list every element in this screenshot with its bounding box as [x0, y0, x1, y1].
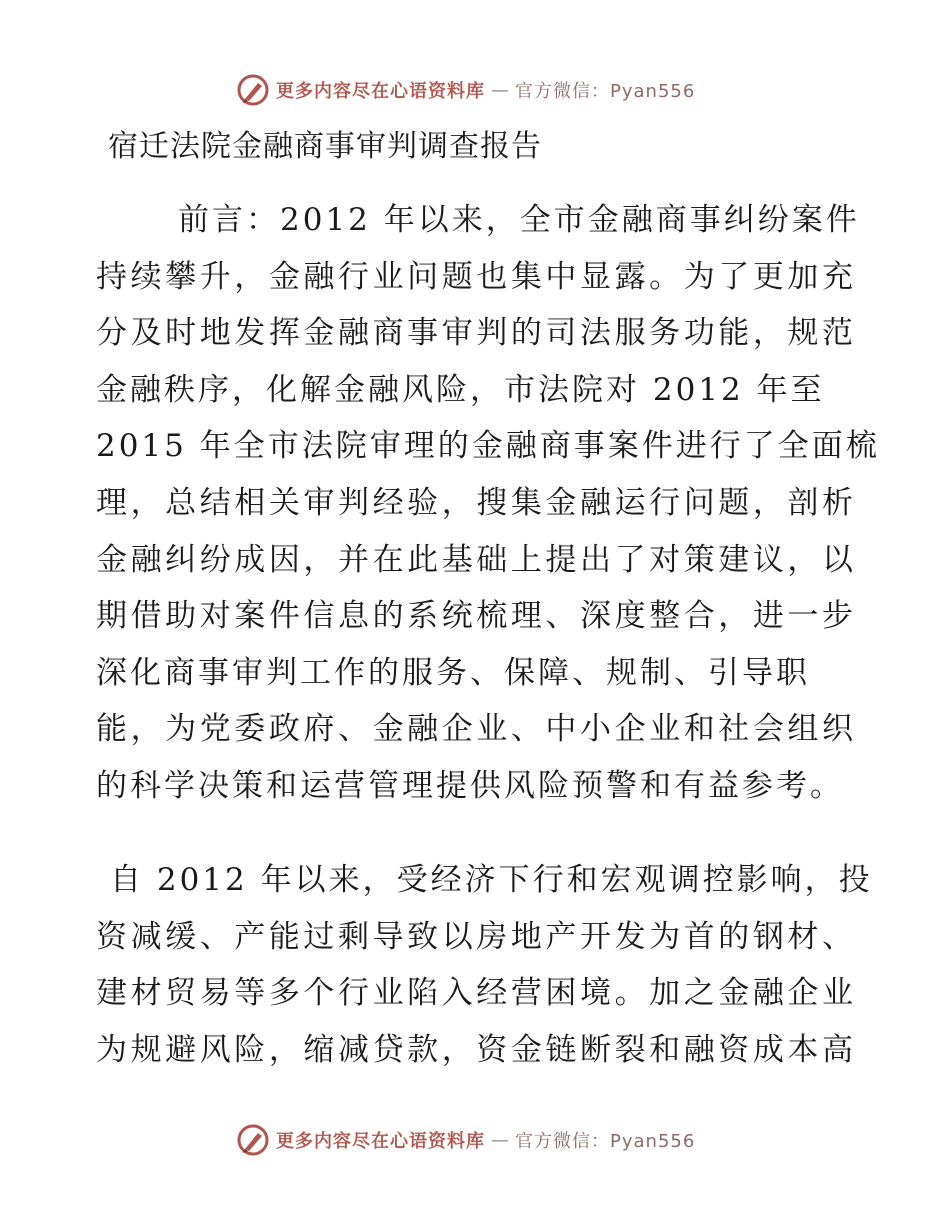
watermark-header	[236, 72, 695, 108]
watermark-separator: —	[491, 79, 509, 101]
paragraph-line: 2015 年全市法院审理的金融商事案件进行了全面梳	[96, 428, 880, 465]
paragraph-line: 深化商事审判工作的服务、保障、规制、引导职	[96, 654, 810, 691]
watermark-brand-text: 更多内容尽在心语资料库	[276, 81, 485, 102]
watermark-contact: 官方微信：Pyan556	[515, 1131, 696, 1152]
paragraph-line: 的科学决策和运营管理提供风险预警和有益参考。	[96, 767, 844, 804]
quill-seal-icon	[236, 1123, 270, 1157]
watermark-contact: 官方微信：Pyan556	[515, 81, 696, 102]
watermark-footer	[236, 1122, 695, 1158]
paragraph-line: 前言：2012 年以来，全市金融商事纠纷案件	[178, 202, 860, 238]
paragraph-line: 理，总结相关审判经验，搜集金融运行问题，剖析	[96, 484, 856, 521]
paragraph-line: 资减缓、产能过剩导致以房地产开发为首的钢材、	[96, 918, 856, 955]
paragraph-line: 金融纠纷成因，并在此基础上提出了对策建议，以	[96, 541, 856, 578]
quill-seal-icon	[236, 73, 270, 107]
paragraph-background	[96, 852, 873, 1078]
paragraph-line: 建材贸易等多个行业陷入经营困境。加之金融企业	[96, 975, 856, 1012]
paragraph-line: 自 2012 年以来，受经济下行和宏观调控影响，投	[110, 862, 873, 898]
paragraph-preface	[96, 192, 880, 815]
paragraph-line: 分及时地发挥金融商事审判的司法服务功能，规范	[96, 315, 856, 352]
watermark-separator: —	[491, 1129, 509, 1151]
paragraph-line: 为规避风险，缩减贷款，资金链断裂和融资成本高	[96, 1031, 856, 1068]
watermark-brand-text: 更多内容尽在心语资料库	[276, 1131, 485, 1152]
paragraph-line: 持续攀升，金融行业问题也集中显露。为了更加充	[96, 258, 856, 295]
paragraph-line: 期借助对案件信息的系统梳理、深度整合，进一步	[96, 598, 856, 635]
paragraph-line: 能，为党委政府、金融企业、中小企业和社会组织	[96, 711, 856, 748]
paragraph-line: 金融秩序，化解金融风险，市法院对 2012 年至	[96, 371, 825, 408]
document-title: 宿迁法院金融商事审判调查报告	[108, 129, 542, 164]
